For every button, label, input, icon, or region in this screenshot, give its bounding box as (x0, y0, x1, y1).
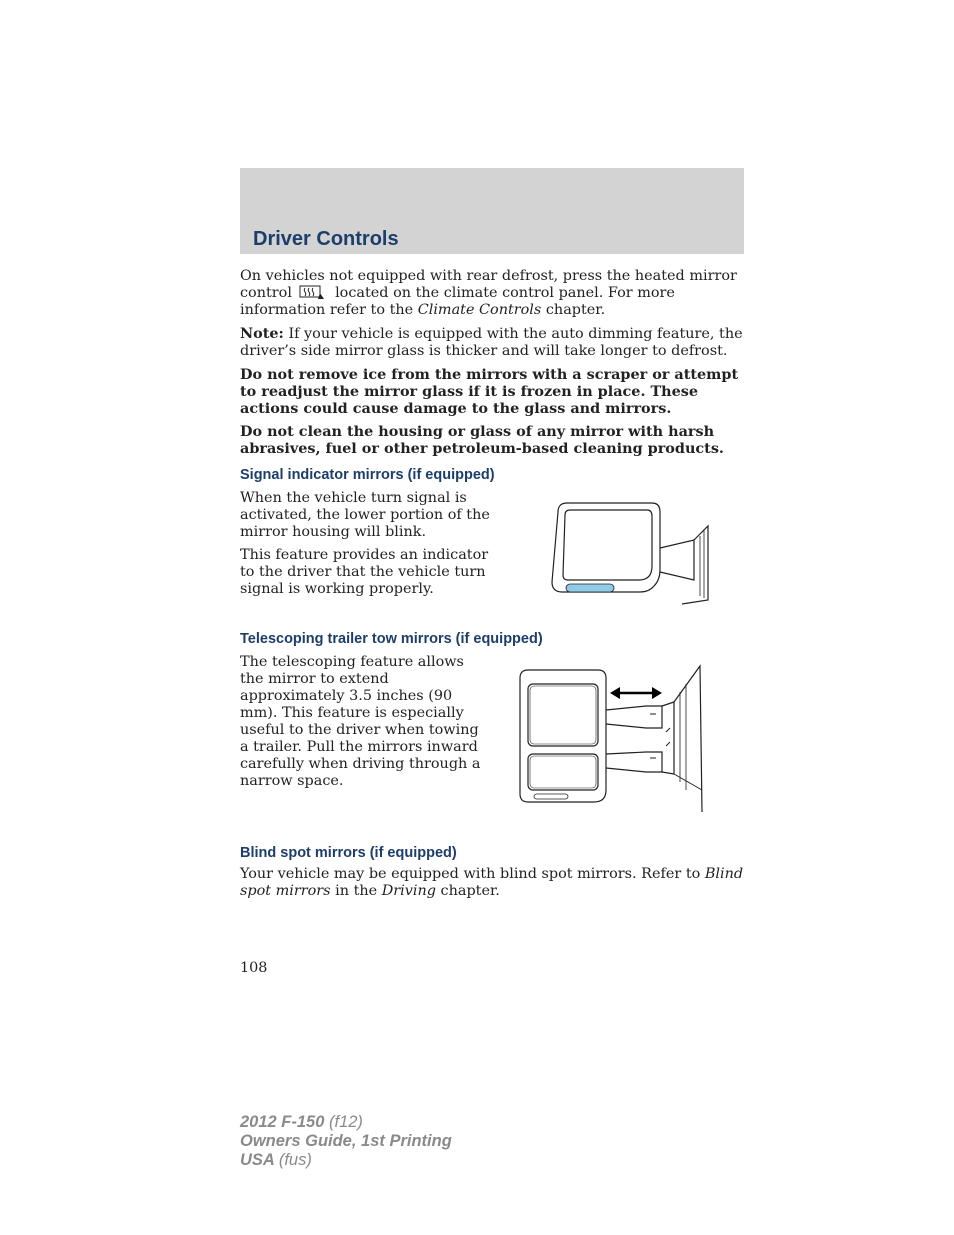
heading-signal-mirrors: Signal indicator mirrors (if equipped) (240, 467, 495, 483)
page-number: 108 (240, 960, 268, 976)
page-title: Driver Controls (253, 228, 399, 250)
footer-line-2: Owners Guide, 1st Printing (240, 1132, 452, 1150)
signal-paragraph-2: This feature provides an indicator to the driver that the vehicle turn signal is working properly. (240, 547, 489, 597)
note-paragraph: Note: If your vehicle is equipped with the auto dimming feature, the driver’s side mirror glass is thicker and will take longer to defrost. (240, 325, 743, 359)
intro-section (240, 268, 744, 463)
heading-telescoping-mirrors: Telescoping trailer tow mirrors (if equipped) (240, 631, 543, 647)
blindspot-paragraph: Your vehicle may be equipped with blind spot mirrors. Refer to Blind spot mirrors in the Driving chapter. (240, 866, 744, 899)
signal-paragraph-1: When the vehicle turn signal is activated, the lower portion of the mirror housing will blink. (240, 490, 490, 540)
double-arrow-icon (610, 687, 662, 699)
heading-blind-spot-mirrors: Blind spot mirrors (if equipped) (240, 845, 457, 861)
telescoping-section (240, 654, 490, 796)
warning-cleaning: Do not clean the housing or glass of any mirror with harsh abrasives, fuel or other petroleum-based cleaning products. (240, 423, 724, 457)
signal-section (240, 490, 502, 604)
intro-paragraph: On vehicles not equipped with rear defrost, press the heated mirror control located on the climate control panel. For more information refer to the Climate Controls chapter. (240, 268, 737, 318)
heated-mirror-defrost-icon (299, 285, 325, 300)
telescoping-mirror-illustration (516, 662, 706, 814)
signal-indicator-light (566, 584, 614, 592)
telescoping-paragraph: The telescoping feature allows the mirror to extend approximately 3.5 inches (90 mm). This feature is especially useful to the driver when towing a trailer. Pull the mirrors inward carefully when driving through a narrow space. (240, 654, 481, 789)
footer-line-3: USA (fus) (240, 1151, 312, 1169)
footer-line-1: 2012 F-150 (f12) (240, 1113, 363, 1131)
blindspot-section (240, 866, 744, 906)
warning-ice: Do not remove ice from the mirrors with a scraper or attempt to readjust the mirror glass if it is frozen in place. These actions could cause damage to the glass and mirrors. (240, 366, 739, 417)
document-footer (240, 1113, 452, 1170)
section-header-band (240, 168, 744, 254)
signal-mirror-illustration (548, 500, 714, 610)
